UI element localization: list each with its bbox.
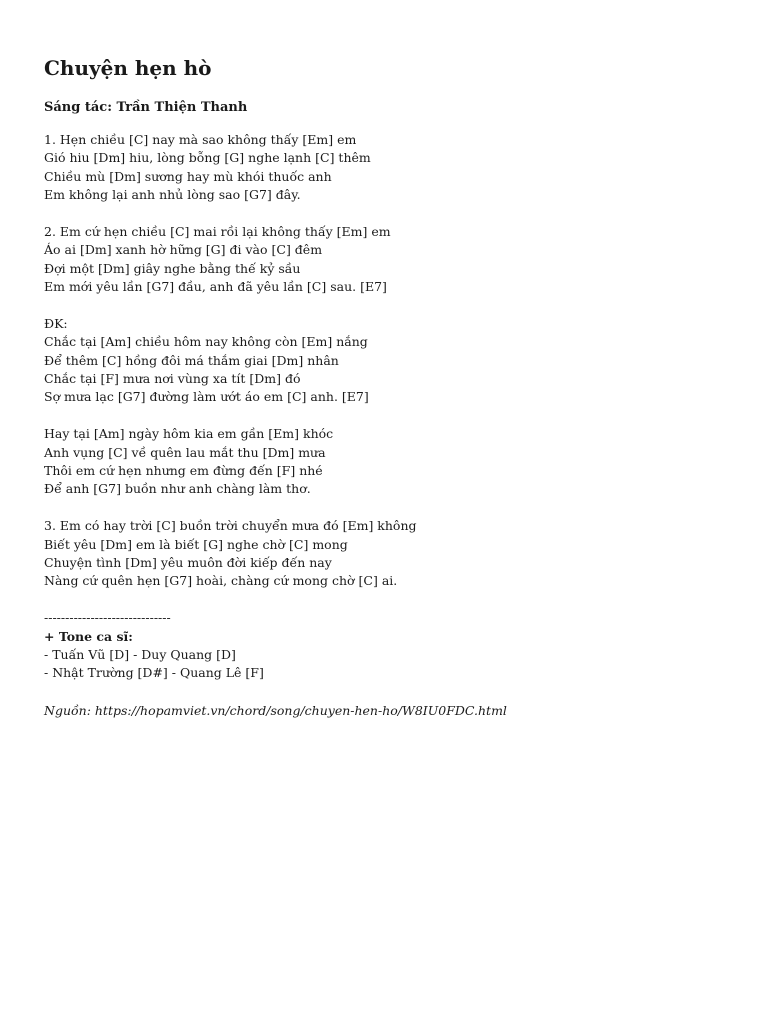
lyric-line: Anh vụng [C] về quên lau mắt thu [Dm] mưa [44, 444, 326, 460]
lyric-line: Biết yêu [Dm] em là biết [G] nghe chờ [C] mong [44, 536, 348, 552]
song-title: Chuyện hẹn hò [44, 56, 212, 80]
lyrics-body [44, 131, 744, 683]
stanza-gap [44, 205, 744, 223]
lyric-line: Hay tại [Am] ngày hôm kia em gần [Em] khóc [44, 426, 334, 442]
song-author: Sáng tác: Trần Thiện Thanh [44, 100, 248, 115]
lyric-line: 1. Hẹn chiều [C] nay mà sao không thấy [Em] em [44, 132, 357, 147]
lyric-line: 2. Em cứ hẹn chiều [C] mai rồi lại không thấy [Em] em [44, 223, 391, 239]
lyric-line: Để thêm [C] hồng đôi má thắm giai [Dm] nhân [44, 352, 339, 368]
tone-item: - Nhật Trường [D#] - Quang Lê [F] [44, 665, 264, 681]
lyric-line: Áo ai [Dm] xanh hờ hững [G] đi vào [C] đêm [44, 242, 323, 258]
lyric-line: Gió hiu [Dm] hiu, lòng bỗng [G] nghe lạnh [C] thêm [44, 150, 371, 166]
lyric-line: Em không lại anh nhủ lòng sao [G7] đây. [44, 187, 301, 203]
stanza-gap [44, 591, 744, 609]
separator-line: ------------------------------ [44, 610, 171, 626]
lyric-line: Đợi một [Dm] giây nghe bằng thế kỷ sầu [44, 260, 301, 276]
lyric-line: Chắc tại [F] mưa nơi vùng xa tít [Dm] đó [44, 371, 301, 387]
tone-item: - Tuấn Vũ [D] - Duy Quang [D] [44, 646, 236, 662]
tone-heading: + Tone ca sĩ: [44, 628, 133, 644]
chorus-2 [44, 425, 744, 499]
lyric-line: Nàng cứ quên hẹn [G7] hoài, chàng cứ mong chờ [C] ai. [44, 573, 398, 589]
tone-section [44, 609, 744, 683]
lyric-line: Để anh [G7] buồn như anh chàng làm thơ. [44, 481, 311, 497]
chorus-label: ĐK: [44, 315, 68, 331]
lyric-line: Sợ mưa lạc [G7] đường làm ướt áo em [C] anh. [E7] [44, 389, 369, 405]
lyric-line: 3. Em có hay trời [C] buồn trời chuyển mưa đó [Em] không [44, 518, 417, 534]
verse-3 [44, 517, 744, 591]
lyric-line: Chiều mù [Dm] sương hay mù khói thuốc anh [44, 168, 332, 184]
stanza-gap [44, 297, 744, 315]
source-link[interactable]: Nguồn: https://hopamviet.vn/chord/song/chuyen-hen-ho/W8IU0FDC.html [44, 703, 507, 718]
lyric-line: Chắc tại [Am] chiều hôm nay không còn [Em] nắng [44, 334, 368, 350]
verse-2 [44, 223, 744, 297]
chorus [44, 315, 744, 407]
lyric-line: Em mới yêu lần [G7] đầu, anh đã yêu lần [C] sau. [E7] [44, 279, 387, 295]
verse-1 [44, 131, 744, 205]
stanza-gap [44, 499, 744, 517]
lyric-line: Chuyện tình [Dm] yêu muôn đời kiếp đến nay [44, 554, 332, 570]
lyric-line: Thôi em cứ hẹn nhưng em đừng đến [F] nhé [44, 463, 323, 479]
stanza-gap [44, 407, 744, 425]
